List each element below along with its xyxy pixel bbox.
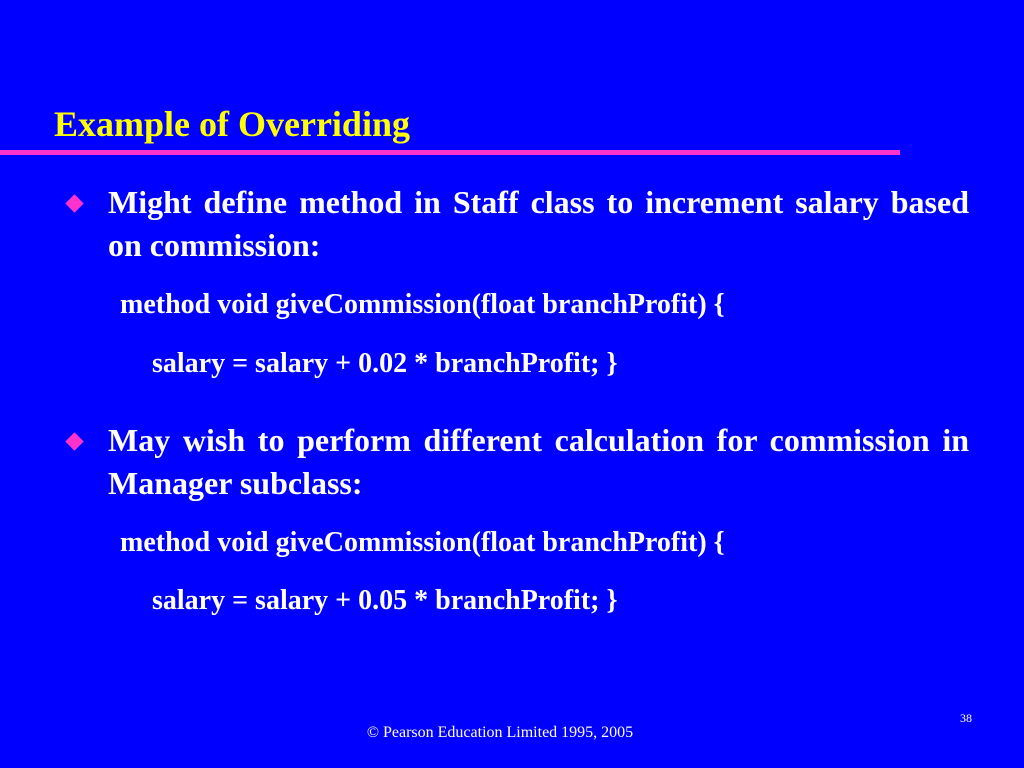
title-underline	[0, 150, 900, 155]
bullet-text: May wish to perform different calculation for commission in Manager subclass:	[108, 422, 969, 501]
code-line: method void giveCommission(float branchProfit) {	[120, 289, 725, 320]
bullet-item-1	[68, 181, 969, 267]
diamond-bullet-icon	[65, 194, 83, 212]
page-number: 38	[960, 711, 972, 725]
code-line: salary = salary + 0.02 * branchProfit; }	[152, 348, 618, 379]
diamond-bullet-icon	[65, 432, 83, 450]
slide-title: Example of Overriding	[54, 104, 410, 144]
code-line: method void giveCommission(float branchProfit) {	[120, 527, 725, 558]
bullet-item-2	[68, 419, 969, 505]
copyright-footer: © Pearson Education Limited 1995, 2005	[366, 724, 634, 741]
code-line: salary = salary + 0.05 * branchProfit; }	[152, 585, 618, 616]
bullet-text: Might define method in Staff class to increment salary based on commission:	[108, 184, 969, 263]
